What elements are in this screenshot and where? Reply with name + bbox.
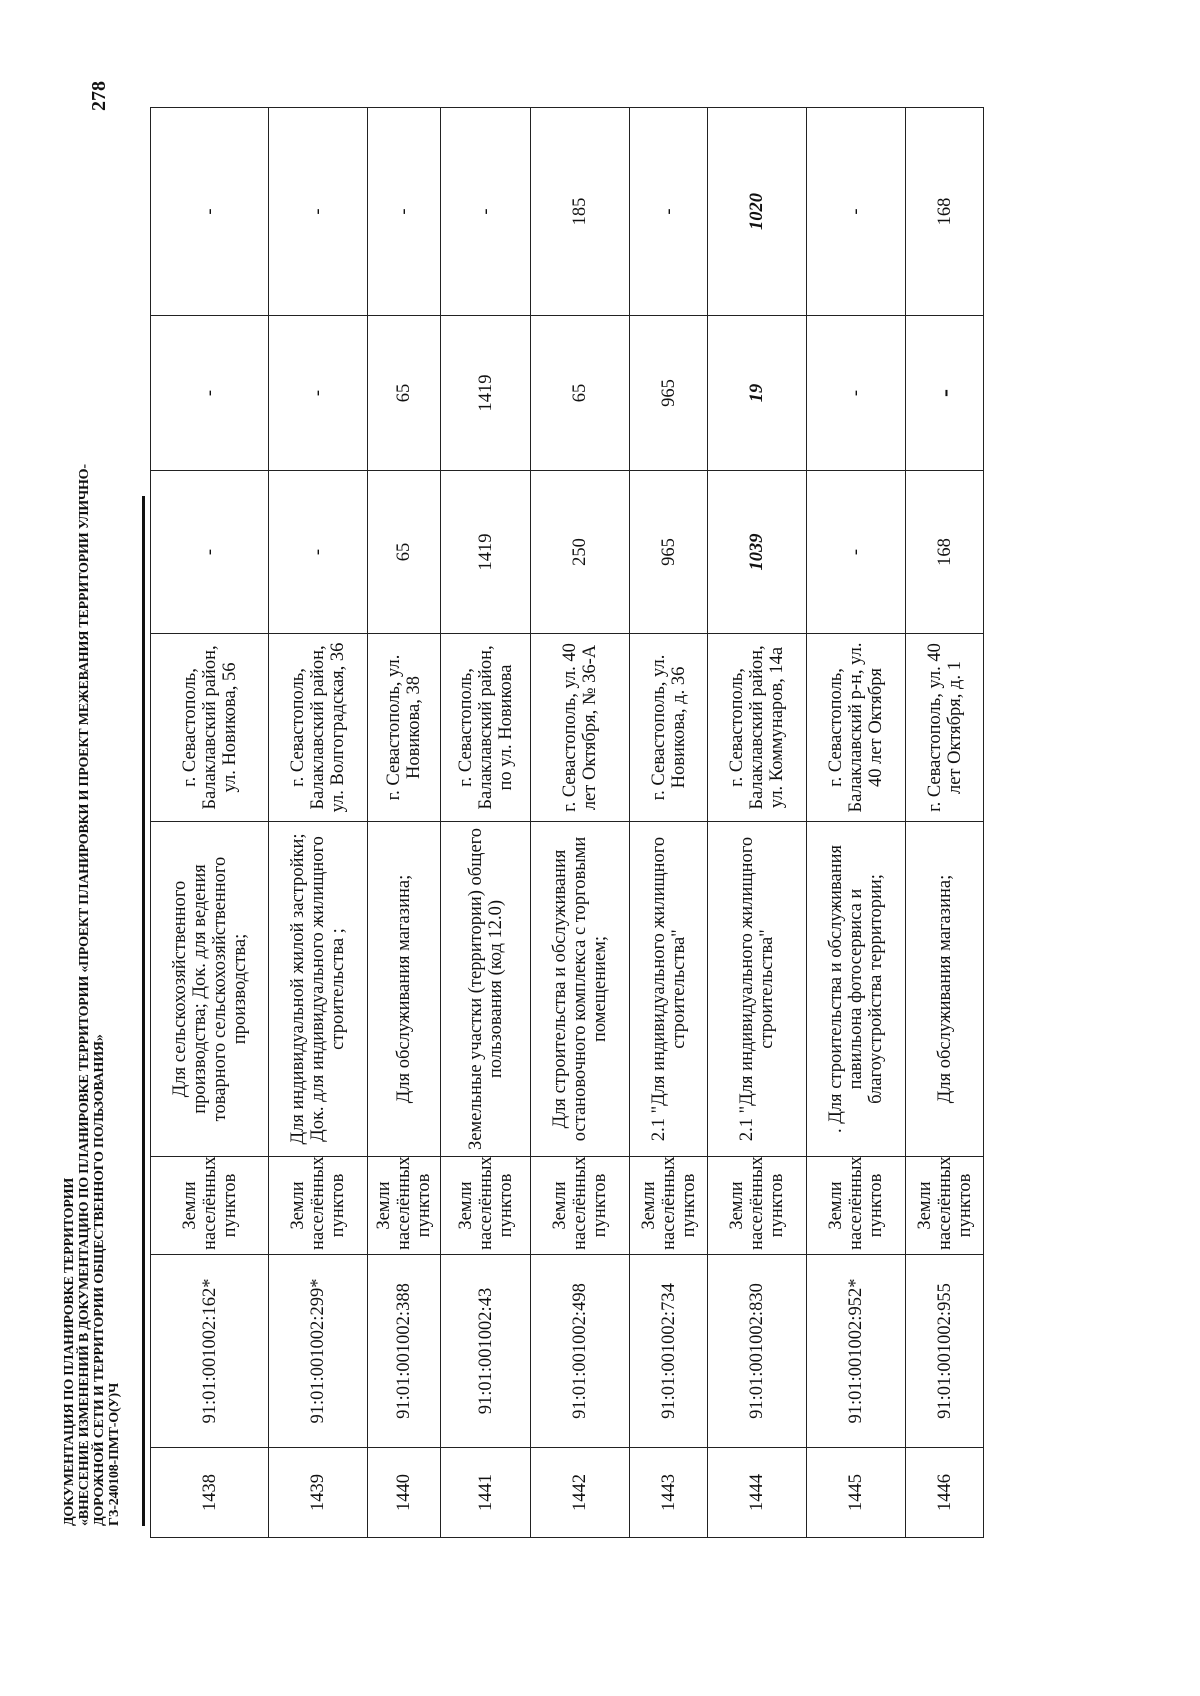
cadastral-number-cell: 91:01:001002:43 [441,1255,531,1448]
header-line-4: ГЗ-240108-ПМТ-О(У)Ч [107,1382,122,1526]
land-category-cell: Земли населённых пунктов [441,1157,531,1255]
address-cell: г. Севастополь, ул. 40 лет Октября, д. 1 [906,634,984,822]
area-third-cell: 185 [531,108,630,316]
row-number-cell: 1442 [531,1448,630,1538]
address-cell: г. Севастополь, Балаклавский р-н, ул. 40 лет Октября [807,634,906,822]
area-total-cell: - [151,471,269,634]
area-third-cell: - [630,108,708,316]
permitted-use-cell: Для обслуживания магазина; [368,822,441,1157]
address-cell: г. Севастополь, ул. Новикова, д. 36 [630,634,708,822]
row-number-cell: 1444 [708,1448,807,1538]
table-row [531,108,630,1538]
area-total-cell: 965 [630,471,708,634]
row-number-cell: 1446 [906,1448,984,1538]
area-third-cell: - [368,108,441,316]
area-total-cell: 250 [531,471,630,634]
permitted-use-cell: . Для строительства и обслуживания павильона фотосервиса и благоустройства территории; [807,822,906,1157]
area-second-cell: 1419 [441,316,531,471]
header-line-3: ДОРОЖНОЙ СЕТИ И ТЕРРИТОРИИ ОБЩЕСТВЕННОГО ПОЛЬЗОВАНИЯ» [92,1034,107,1526]
area-second-cell: - [807,316,906,471]
permitted-use-cell: Для сельскохозяйственного производства; Док. для ведения товарного сельскохозяйственного производства; [151,822,269,1157]
table-row [441,108,531,1538]
row-number-cell: 1438 [151,1448,269,1538]
area-second-cell: 65 [531,316,630,471]
address-cell: г. Севастополь, Балаклавский район, ул. Коммунаров, 14а [708,634,807,822]
cadastral-number-cell: 91:01:001002:955 [906,1255,984,1448]
table-row [269,108,368,1538]
table-body [151,108,984,1538]
land-plot-table [150,107,984,1538]
permitted-use-cell: Земельные участки (территории) общего пользования (код 12.0) [441,822,531,1157]
table-row [630,108,708,1538]
cadastral-number-cell: 91:01:001002:498 [531,1255,630,1448]
land-category-cell: Земли населённых пунктов [368,1157,441,1255]
area-second-cell: 65 [368,316,441,471]
cadastral-number-cell: 91:01:001002:830 [708,1255,807,1448]
table-row [708,108,807,1538]
page-number: 278 [88,81,110,111]
row-number-cell: 1445 [807,1448,906,1538]
row-number-cell: 1440 [368,1448,441,1538]
area-third-cell: - [441,108,531,316]
land-category-cell: Земли населённых пунктов [531,1157,630,1255]
area-total-cell: - [807,471,906,634]
document-header [62,186,122,1526]
permitted-use-cell: 2.1 "Для индивидуального жилищного строительства" [708,822,807,1157]
area-second-cell: - [906,316,984,471]
row-number-cell: 1443 [630,1448,708,1538]
permitted-use-cell: Для строительства и обслуживания остановочного комплекса с торговыми помещением; [531,822,630,1157]
cadastral-number-cell: 91:01:001002:734 [630,1255,708,1448]
area-total-cell: - [269,471,368,634]
cadastral-number-cell: 91:01:001002:388 [368,1255,441,1448]
area-third-cell: 1020 [708,108,807,316]
area-total-cell: 1419 [441,471,531,634]
area-second-cell: 19 [708,316,807,471]
header-line-1: ДОКУМЕНТАЦИЯ ПО ПЛАНИРОВКЕ ТЕРРИТОРИИ [62,1177,77,1526]
header-divider [142,496,145,1526]
address-cell: г. Севастополь, Балаклавский район, ул. Новикова, 56 [151,634,269,822]
permitted-use-cell: Для индивидуальной жилой застройки; Док. для индивидуального жилищного строительства ; [269,822,368,1157]
land-category-cell: Земли населённых пунктов [807,1157,906,1255]
table-row [807,108,906,1538]
table-row [151,108,269,1538]
row-number-cell: 1439 [269,1448,368,1538]
land-category-cell: Земли населённых пунктов [151,1157,269,1255]
address-cell: г. Севастополь, ул. 40 лет Октября, № 36-А [531,634,630,822]
area-total-cell: 65 [368,471,441,634]
permitted-use-cell: 2.1 "Для индивидуального жилищного строительства" [630,822,708,1157]
area-second-cell: - [269,316,368,471]
address-cell: г. Севастополь, Балаклавский район, по ул. Новикова [441,634,531,822]
land-category-cell: Земли населённых пунктов [269,1157,368,1255]
area-total-cell: 168 [906,471,984,634]
table-row [368,108,441,1538]
address-cell: г. Севастополь, Балаклавский район, ул. Волгоградская, 36 [269,634,368,822]
area-second-cell: - [151,316,269,471]
area-total-cell: 1039 [708,471,807,634]
cadastral-number-cell: 91:01:001002:952* [807,1255,906,1448]
area-third-cell: - [151,108,269,316]
area-third-cell: 168 [906,108,984,316]
area-third-cell: - [807,108,906,316]
cadastral-number-cell: 91:01:001002:162* [151,1255,269,1448]
land-category-cell: Земли населённых пунктов [906,1157,984,1255]
address-cell: г. Севастополь, ул. Новикова, 38 [368,634,441,822]
table-row [906,108,984,1538]
permitted-use-cell: Для обслуживания магазина; [906,822,984,1157]
area-third-cell: - [269,108,368,316]
land-category-cell: Земли населённых пунктов [708,1157,807,1255]
area-second-cell: 965 [630,316,708,471]
row-number-cell: 1441 [441,1448,531,1538]
header-line-2: «ВНЕСЕНИЕ ИЗМЕНЕНИЙ В ДОКУМЕНТАЦИЮ ПО ПЛАНИРОВКЕ ТЕРРИТОРИИ «ПРОЕКТ ПЛАНИРОВКИ И ПРОЕКТ МЕЖЕВАНИЯ ТЕРРИТОРИИ УЛИЧНО- [77,464,92,1526]
cadastral-number-cell: 91:01:001002:299* [269,1255,368,1448]
land-category-cell: Земли населённых пунктов [630,1157,708,1255]
